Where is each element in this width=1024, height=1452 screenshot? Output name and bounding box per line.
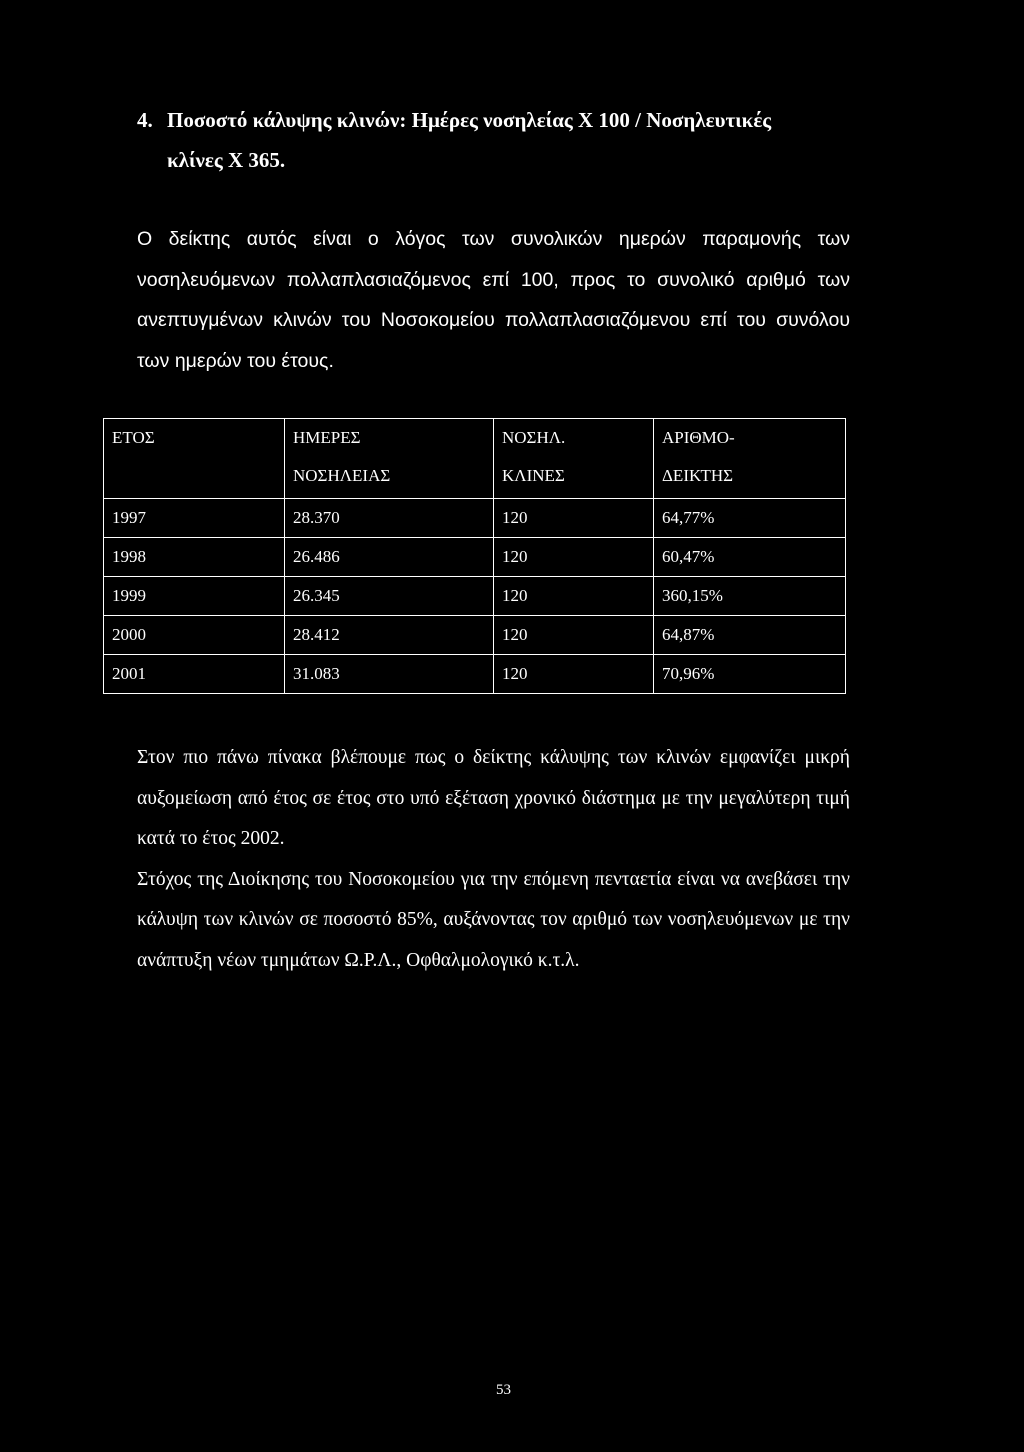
- header-index-line2: ΔΕΙΚΤΗΣ: [662, 466, 734, 485]
- cell-hospital-days: 28.370: [285, 499, 494, 538]
- table-row: [104, 499, 846, 538]
- heading-line-1: [137, 100, 857, 140]
- analysis-text: [137, 738, 850, 981]
- cell-index: 360,15%: [654, 577, 846, 616]
- table-row: [104, 538, 846, 577]
- header-year-line1: ΕΤΟΣ: [112, 428, 155, 447]
- cell-year: 1999: [104, 577, 285, 616]
- heading-line-2: κλίνες Χ 365.: [167, 148, 286, 172]
- table-row: [104, 616, 846, 655]
- cell-beds: 120: [494, 616, 654, 655]
- header-cell-year: [104, 419, 285, 499]
- cell-year: 1997: [104, 499, 285, 538]
- cell-beds: 120: [494, 538, 654, 577]
- cell-year: 1998: [104, 538, 285, 577]
- cell-index: 64,87%: [654, 616, 846, 655]
- page-number: 53: [496, 1382, 511, 1398]
- header-days-line1: ΗΜΕΡΕΣ: [293, 428, 361, 447]
- cell-index: 70,96%: [654, 655, 846, 694]
- cell-beds: 120: [494, 499, 654, 538]
- heading-number: 4.: [137, 108, 153, 132]
- header-cell-index: [654, 419, 846, 499]
- cell-index: 60,47%: [654, 538, 846, 577]
- cell-beds: 120: [494, 577, 654, 616]
- analysis-paragraph-2: Στόχος της Διοίκησης του Νοσοκομείου για την επόμενη πενταετία είναι να ανεβάσει την κάλυψη των κλινών σε ποσοστό 85%, αυξάνοντας τον αριθμό των νοσηλευόμενων με την ανάπτυξη νέων τμημάτων Ω.Ρ.Λ., Οφθαλμολογικό κ.τ.λ.: [137, 868, 850, 971]
- header-beds-line2: ΚΛΙΝΕΣ: [502, 466, 565, 485]
- table-row: [104, 577, 846, 616]
- table-row: [104, 655, 846, 694]
- cell-hospital-days: 26.486: [285, 538, 494, 577]
- analysis-paragraph-1: Στον πιο πάνω πίνακα βλέπουμε πως ο δείκτης κάλυψης των κλινών εμφανίζει μικρή αυξομείωση από έτος σε έτος στο υπό εξέταση χρονικό διάστημα με την μεγαλύτερη τιμή κατά το έτος 2002.: [137, 747, 850, 849]
- heading-title: Ποσοστό κάλυψης κλινών: Ημέρες νοσηλείας Χ 100 / Νοσηλευτικές: [167, 108, 772, 132]
- header-beds-line1: ΝΟΣΗΛ.: [502, 428, 566, 447]
- cell-hospital-days: 28.412: [285, 616, 494, 655]
- header-days-line2: ΝΟΣΗΛΕΙΑΣ: [293, 466, 391, 485]
- cell-hospital-days: 26.345: [285, 577, 494, 616]
- cell-beds: 120: [494, 655, 654, 694]
- header-cell-hospital-days: [285, 419, 494, 499]
- cell-index: 64,77%: [654, 499, 846, 538]
- bed-coverage-table: [103, 418, 846, 694]
- intro-paragraph: Ο δείκτης αυτός είναι ο λόγος των συνολικών ημερών παραμονής των νοσηλευόμενων πολλαπλασιαζόμενος επί 100, προς το συνολικό αριθμό των ανεπτυγμένων κλινών του Νοσοκομείου πολλαπλασιαζόμενου επί του συνόλου των ημερών του έτους.: [137, 228, 850, 372]
- cell-year: 2001: [104, 655, 285, 694]
- header-index-line1: ΑΡΙΘΜΟ-: [662, 428, 735, 447]
- cell-hospital-days: 31.083: [285, 655, 494, 694]
- table-header-row: [104, 419, 846, 499]
- section-heading: [137, 100, 857, 180]
- cell-year: 2000: [104, 616, 285, 655]
- header-cell-beds: [494, 419, 654, 499]
